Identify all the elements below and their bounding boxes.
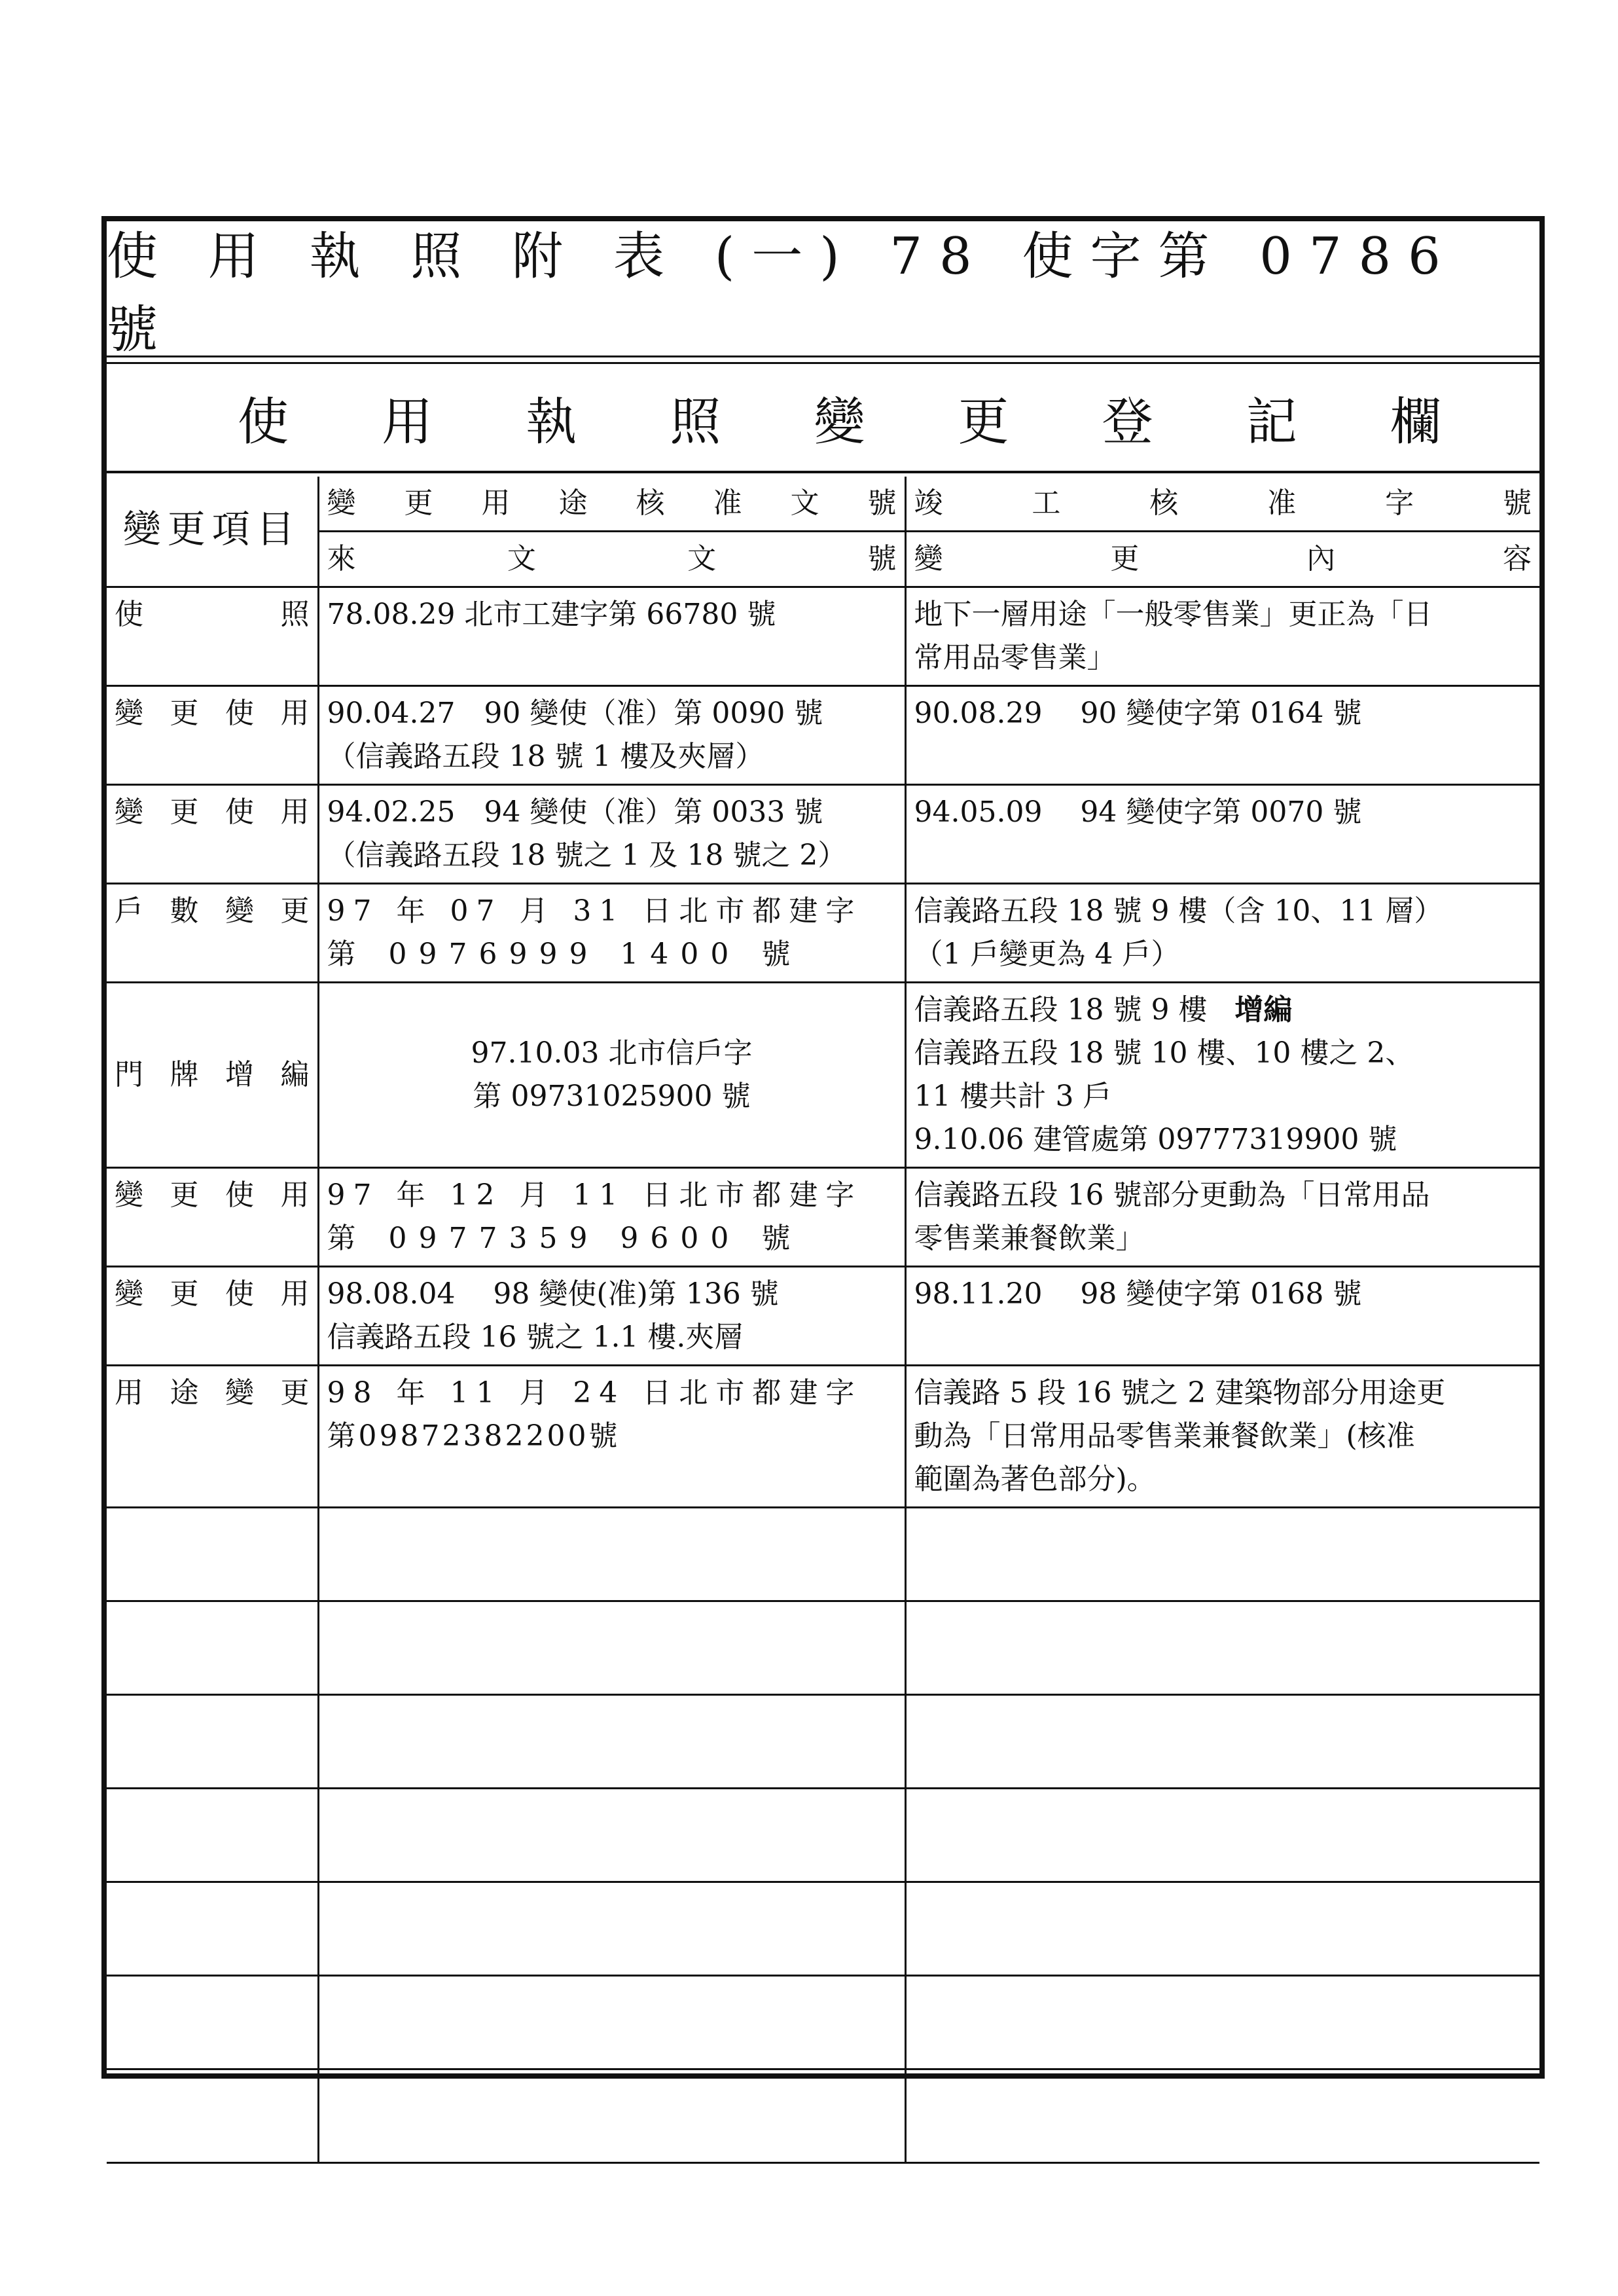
header-char: 文 [507,542,536,575]
subtitle-char: 用 [382,392,433,452]
content-line: 動為「日常用品零售業兼餐飲業」(核准 [914,1419,1415,1453]
item-char: 牌 [170,1058,199,1091]
subtitle-char: 記 [1246,392,1297,452]
item-char: 用 [280,1178,310,1212]
empty-cell [905,1789,1539,1882]
item-char: 途 [170,1376,199,1410]
empty-cell [318,1882,905,1976]
doc-cell [318,587,905,686]
table-row [107,1267,1539,1366]
item-char: 更 [170,697,199,730]
empty-cell [318,1695,905,1789]
empty-cell [905,1976,1539,2069]
content-cell [905,1267,1539,1366]
item-char: 變 [115,1277,143,1311]
item-char: 使 [225,697,254,730]
header-change-item: 變更項目 [107,477,318,587]
header-char: 准 [713,486,742,520]
empty-cell [905,1882,1539,1976]
header-char: 內 [1306,542,1336,575]
change-item-cell [107,1267,318,1366]
subtitle-char: 欄 [1390,392,1441,452]
content-line: 零售業兼餐飲業」 [914,1222,1145,1255]
doc-line: 98.08.04 98 變使(准)第 136 號 [327,1277,779,1311]
header-char: 號 [867,542,897,575]
content-cell [905,1366,1539,1508]
header-char: 文 [790,486,819,520]
empty-cell [905,1601,1539,1695]
empty-cell [107,1789,318,1882]
doc-cell [318,1366,905,1508]
doc-line: 98 年 11 月 24 日北市都建字 [327,1376,863,1410]
item-char: 門 [115,1058,143,1091]
empty-cell [318,1601,905,1695]
item-char: 用 [280,795,310,829]
header-char: 工 [1032,486,1061,520]
empty-cell [107,2069,318,2163]
header-char: 號 [867,486,897,520]
header-char: 號 [1502,486,1532,520]
content-cell [905,686,1539,785]
empty-cell [318,1976,905,2069]
empty-row [107,1695,1539,1789]
item-char: 變 [225,1376,254,1410]
item-char: 編 [280,1058,310,1091]
table-row [107,884,1539,983]
content-cell [905,1168,1539,1267]
subtitle-char: 變 [814,392,865,452]
doc-cell [318,983,905,1168]
content-line: 地下一層用途「一般零售業」更正為「日 [914,598,1433,631]
doc-line: 信義路五段 16 號之 1.1 樓.夾層 [327,1321,744,1354]
empty-cell [318,1508,905,1601]
content-line: 範圍為著色部分)。 [914,1463,1156,1496]
empty-cell [107,1508,318,1601]
empty-cell [905,1695,1539,1789]
doc-line: 第 09731025900 號 [473,1080,751,1113]
header-char: 用 [481,486,511,520]
content-line: 90.08.29 90 變使字第 0164 號 [914,697,1362,730]
content-line: 11 樓共計 3 戶 [914,1080,1112,1113]
doc-line: 第 0976999 1400 號 [327,938,802,971]
content-line: 98.11.20 98 變使字第 0168 號 [914,1277,1362,1311]
table-row [107,1366,1539,1508]
doc-line: 97 年 07 月 31 日北市都建字 [327,894,863,928]
change-item-cell [107,785,318,884]
subtitle-char: 執 [526,392,577,452]
table-row [107,983,1539,1168]
header-char: 容 [1502,542,1532,575]
doc-line: 第 0977359 9600 號 [327,1222,802,1255]
item-char: 使 [115,598,143,631]
item-char: 使 [225,795,254,829]
change-item-cell [107,983,318,1168]
header-incoming-doc-no [318,532,905,587]
header-char: 更 [404,486,433,520]
item-char: 更 [170,1277,199,1311]
item-char: 數 [170,894,199,928]
content-line: 信義路 5 段 16 號之 2 建築物部分用途更 [914,1376,1446,1410]
empty-cell [318,1789,905,1882]
doc-line: （信義路五段 18 號 1 樓及夾層） [327,740,764,773]
content-line: 信義路五段 18 號 9 樓（含 10、11 層） [914,894,1443,928]
item-char: 變 [115,697,143,730]
item-char: 使 [225,1277,254,1311]
added-tag: 增編 [1234,993,1293,1027]
content-cell [905,884,1539,983]
item-char: 更 [280,894,310,928]
header-char: 途 [558,486,588,520]
change-item-cell [107,1168,318,1267]
doc-cell [318,1267,905,1366]
item-char: 戶 [115,894,143,928]
empty-row [107,2069,1539,2163]
item-char: 變 [115,795,143,829]
item-char: 更 [280,1376,310,1410]
empty-row [107,1789,1539,1882]
item-char: 用 [280,1277,310,1311]
item-char: 更 [170,1178,199,1212]
header-change-content [905,532,1539,587]
doc-line: （信義路五段 18 號之 1 及 18 號之 2） [327,839,847,872]
change-register-table [107,477,1539,2164]
license-table-sheet [101,216,1545,2079]
empty-cell [318,2069,905,2163]
change-item-cell [107,587,318,686]
header-char: 來 [327,542,356,575]
item-char: 增 [225,1058,254,1091]
content-line: 信義路五段 18 號 9 樓 增編 [914,993,1293,1027]
table-header-row [107,532,1539,587]
doc-line: 78.08.29 北市工建字第 66780 號 [327,598,776,631]
doc-line: 97 年 12 月 11 日北市都建字 [327,1178,863,1212]
header-approval-doc-no [318,477,905,532]
item-char: 變 [225,894,254,928]
doc-line: 90.04.27 90 變使（准）第 0090 號 [327,697,823,730]
header-char: 文 [687,542,717,575]
table-row [107,686,1539,785]
header-char: 准 [1267,486,1297,520]
empty-cell [107,1601,318,1695]
empty-row [107,1882,1539,1976]
empty-cell [905,1508,1539,1601]
content-cell [905,587,1539,686]
content-line: 常用品零售業」 [914,641,1116,674]
subtitle-char: 登 [1102,392,1153,452]
doc-cell [318,785,905,884]
table-header-row [107,477,1539,532]
change-item-cell [107,884,318,983]
doc-line: 97.10.03 北市信戶字 [471,1036,753,1070]
empty-cell [107,1882,318,1976]
doc-cell [318,884,905,983]
change-item-cell [107,1366,318,1508]
doc-line: 第09872382200號 [327,1419,620,1453]
section-subtitle [107,362,1539,473]
item-char: 照 [280,598,310,631]
header-char: 字 [1385,486,1414,520]
subtitle-char: 更 [958,392,1009,452]
item-char: 使 [225,1178,254,1212]
header-char: 核 [1149,486,1179,520]
empty-cell [905,2069,1539,2163]
subtitle-char: 使 [238,392,289,452]
table-row [107,785,1539,884]
table-row [107,587,1539,686]
document-title: 使 用 執 照 附 表 (一) 78 使字第 0786 號 [107,221,1539,357]
empty-row [107,1976,1539,2069]
empty-row [107,1601,1539,1695]
content-cell [905,983,1539,1168]
item-char: 更 [170,795,199,829]
content-cell [905,785,1539,884]
header-char: 變 [327,486,356,520]
empty-cell [107,1695,318,1789]
content-line: 信義路五段 16 號部分更動為「日常用品 [914,1178,1430,1212]
item-char: 用 [115,1376,143,1410]
content-line: 9.10.06 建管處第 09777319900 號 [914,1123,1397,1156]
header-char: 竣 [914,486,943,520]
empty-cell [107,1976,318,2069]
item-char: 用 [280,697,310,730]
header-char: 更 [1110,542,1140,575]
table-row [107,1168,1539,1267]
header-completion-no [905,477,1539,532]
doc-cell [318,686,905,785]
item-char: 變 [115,1178,143,1212]
header-char: 核 [636,486,665,520]
content-line: 94.05.09 94 變使字第 0070 號 [914,795,1362,829]
content-line: 信義路五段 18 號 10 樓、10 樓之 2、 [914,1036,1414,1070]
doc-cell [318,1168,905,1267]
header-char: 變 [914,542,943,575]
content-line: （1 戶變更為 4 戶） [914,938,1180,971]
doc-line: 94.02.25 94 變使（准）第 0033 號 [327,795,823,829]
empty-row [107,1508,1539,1601]
subtitle-char: 照 [670,392,721,452]
change-item-cell [107,686,318,785]
